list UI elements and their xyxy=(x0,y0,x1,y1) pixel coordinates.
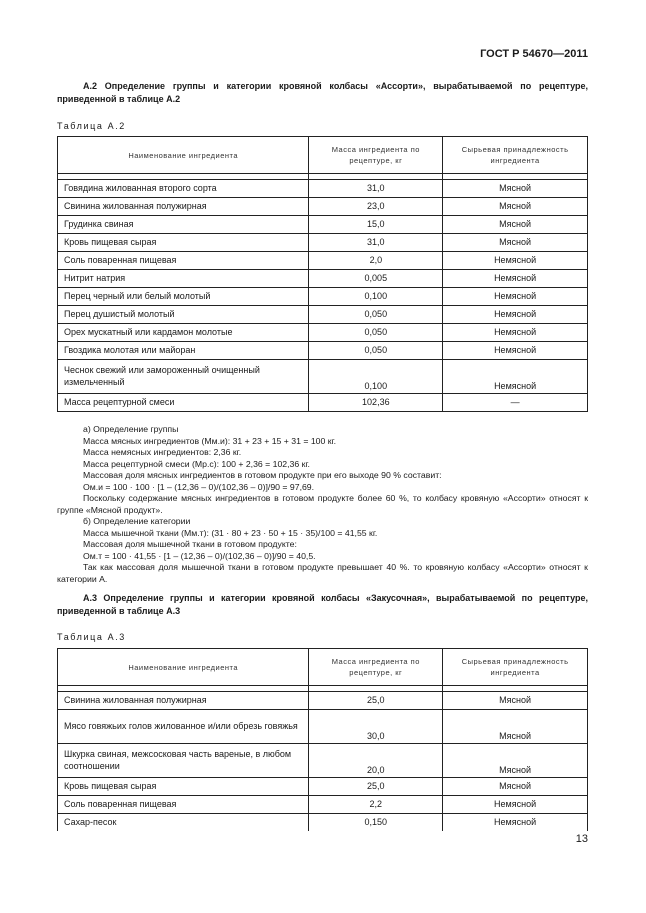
text-line: Массовая доля мышечной ткани в готовом продукте: xyxy=(83,539,297,549)
ingredients-table-a2 xyxy=(57,136,588,412)
mass-cell: 25,0 xyxy=(309,692,443,710)
table-row xyxy=(58,324,588,342)
category-cell: Немясной xyxy=(443,360,588,394)
category-cell: Мясной xyxy=(443,180,588,198)
table-row xyxy=(58,216,588,234)
table-row xyxy=(58,270,588,288)
mass-cell: 30,0 xyxy=(309,710,443,744)
mass-cell: 20,0 xyxy=(309,744,443,778)
column-header: Наименование ингредиента xyxy=(58,137,309,174)
ingredient-name-cell: Говядина жилованная второго сорта xyxy=(58,180,309,198)
table-row xyxy=(58,180,588,198)
category-cell: — xyxy=(443,394,588,412)
mass-cell: 0,050 xyxy=(309,306,443,324)
ingredient-name-cell: Нитрит натрия xyxy=(58,270,309,288)
ingredient-name-cell: Гвоздика молотая или майоран xyxy=(58,342,309,360)
mass-cell: 2,2 xyxy=(309,796,443,814)
category-cell: Мясной xyxy=(443,778,588,796)
table-row xyxy=(58,394,588,412)
mass-cell: 102,36 xyxy=(309,394,443,412)
document-code: ГОСТ Р 54670—2011 xyxy=(480,48,588,60)
table-row xyxy=(58,710,588,744)
table-row xyxy=(58,778,588,796)
ingredient-name-cell: Соль поваренная пищевая xyxy=(58,796,309,814)
text-line: Массовая доля мясных ингредиентов в готовом продукте при его выходе 90 % составит: xyxy=(83,470,442,480)
mass-cell: 0,100 xyxy=(309,360,443,394)
column-header: Сырьевая принадлежность ингредиента xyxy=(443,649,588,686)
ingredient-name-cell: Чеснок свежий или замороженный очищенный измельченный xyxy=(58,360,309,394)
text-line: Так как массовая доля мышечной ткани в готовом продукте превышает 40 %. то кровяную колбасу «Ассорти» относят к категории А. xyxy=(57,562,588,584)
ingredients-table-a3 xyxy=(57,648,588,831)
category-cell: Мясной xyxy=(443,234,588,252)
category-cell: Немясной xyxy=(443,814,588,832)
text-line: Масса рецептурной смеси (Mр.с): 100 + 2,36 = 102,36 кг. xyxy=(83,458,310,469)
ingredient-name-cell: Кровь пищевая сырая xyxy=(58,778,309,796)
table-row xyxy=(58,306,588,324)
mass-cell: 0,100 xyxy=(309,288,443,306)
ingredient-name-cell: Масса рецептурной смеси xyxy=(58,394,309,412)
mass-cell: 0,050 xyxy=(309,324,443,342)
table-row xyxy=(58,252,588,270)
column-header: Масса ингредиента по рецептуре, кг xyxy=(309,649,443,686)
category-cell: Мясной xyxy=(443,744,588,778)
category-cell: Немясной xyxy=(443,342,588,360)
category-cell: Мясной xyxy=(443,692,588,710)
category-cell: Немясной xyxy=(443,252,588,270)
mass-cell: 31,0 xyxy=(309,234,443,252)
text-line: Масса мясных ингредиентов (Mм.и): 31 + 23 + 15 + 31 = 100 кг. xyxy=(83,435,337,446)
ingredient-name-cell: Перец душистый молотый xyxy=(58,306,309,324)
text-line: а) Определение группы xyxy=(83,424,179,434)
table-row xyxy=(58,796,588,814)
mass-cell: 0,005 xyxy=(309,270,443,288)
mass-cell: 15,0 xyxy=(309,216,443,234)
ingredient-name-cell: Перец черный или белый молотый xyxy=(58,288,309,306)
table-row xyxy=(58,744,588,778)
category-cell: Мясной xyxy=(443,710,588,744)
table-row xyxy=(58,198,588,216)
section-heading-a2: А.2 Определение группы и категории кровяной колбасы «Ассорти», вырабатываемой по рецептуре, приведенной в таблице А.2 xyxy=(57,81,588,104)
calculation-text-a2 xyxy=(57,424,588,585)
table-row xyxy=(58,342,588,360)
text-line: Масса мышечной ткани (Mм.т): (31 · 80 + 23 · 50 + 15 · 35)/100 = 41,55 кг. xyxy=(83,527,378,538)
category-cell: Немясной xyxy=(443,288,588,306)
ingredient-name-cell: Грудинка свиная xyxy=(58,216,309,234)
section-heading-a3: А.3 Определение группы и категории кровяной колбасы «Закусочная», вырабатываемой по рецептуре, приведенной в таблице А.3 xyxy=(57,593,588,616)
mass-cell: 0,150 xyxy=(309,814,443,832)
text-line: Поскольку содержание мясных ингредиентов в готовом продукте более 60 %, то колбасу кровяную «Ассорти» относят к группе «Мясной продукт». xyxy=(57,493,588,515)
mass-cell: 0,050 xyxy=(309,342,443,360)
mass-cell: 25,0 xyxy=(309,778,443,796)
ingredient-name-cell: Шкурка свиная, межсосковая часть вареные, в любом соотношении xyxy=(58,744,309,778)
category-cell: Немясной xyxy=(443,270,588,288)
ingredient-name-cell: Кровь пищевая сырая xyxy=(58,234,309,252)
category-cell: Немясной xyxy=(443,306,588,324)
column-header: Наименование ингредиента xyxy=(58,649,309,686)
text-line: Oм.т = 100 · 41,55 · [1 – (12,36 – 0)/(102,36 – 0)]/90 = 40,5. xyxy=(83,550,316,561)
table-row xyxy=(58,288,588,306)
ingredient-name-cell: Сахар-песок xyxy=(58,814,309,832)
ingredient-name-cell: Свинина жилованная полужирная xyxy=(58,692,309,710)
column-header: Сырьевая принадлежность ингредиента xyxy=(443,137,588,174)
ingredient-name-cell: Соль поваренная пищевая xyxy=(58,252,309,270)
text-line: Масса немясных ингредиентов: 2,36 кг. xyxy=(83,447,242,457)
ingredient-name-cell: Орех мускатный или кардамон молотые xyxy=(58,324,309,342)
table-row xyxy=(58,360,588,394)
table-caption-a2: Таблица А.2 xyxy=(57,121,126,131)
ingredient-name-cell: Свинина жилованная полужирная xyxy=(58,198,309,216)
page-number: 13 xyxy=(575,833,588,845)
table-caption-a3: Таблица А.3 xyxy=(57,632,126,642)
table-row xyxy=(58,814,588,832)
ingredient-name-cell: Мясо говяжьих голов жилованное и/или обрезь говяжья xyxy=(58,710,309,744)
mass-cell: 31,0 xyxy=(309,180,443,198)
category-cell: Мясной xyxy=(443,216,588,234)
mass-cell: 2,0 xyxy=(309,252,443,270)
table-row xyxy=(58,692,588,710)
category-cell: Немясной xyxy=(443,796,588,814)
category-cell: Мясной xyxy=(443,198,588,216)
text-line: Oм.и = 100 · 100 · [1 – (12,36 – 0)/(102,36 – 0)]/90 = 97,69. xyxy=(83,481,315,492)
column-header: Масса ингредиента по рецептуре, кг xyxy=(309,137,443,174)
mass-cell: 23,0 xyxy=(309,198,443,216)
text-line: б) Определение категории xyxy=(83,516,191,526)
category-cell: Немясной xyxy=(443,324,588,342)
table-row xyxy=(58,234,588,252)
